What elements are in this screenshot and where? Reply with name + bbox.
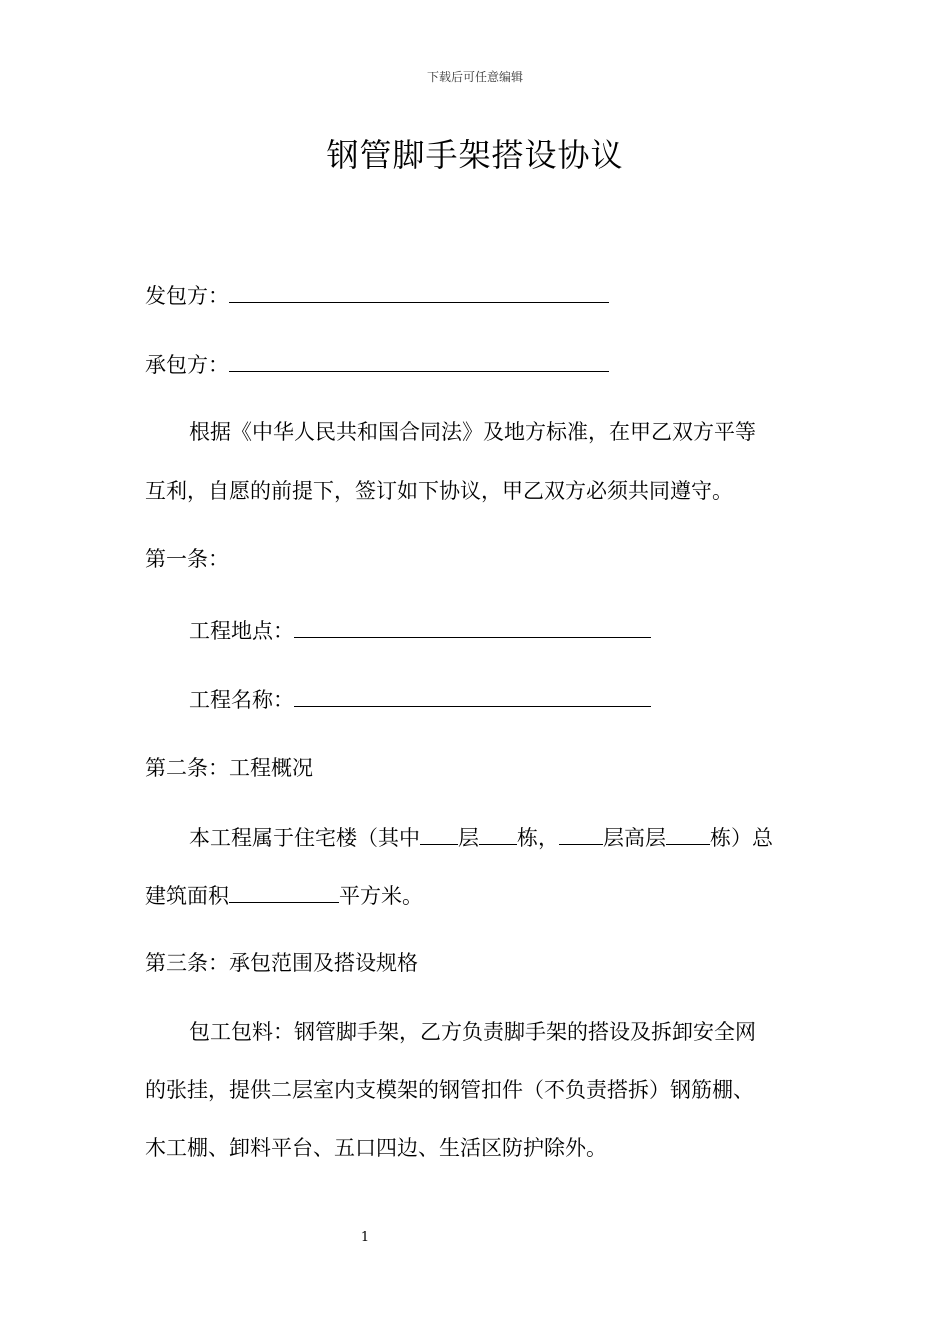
buildings-blank-1[interactable] xyxy=(479,822,517,845)
scope-line-1: 包工包料：钢管脚手架，乙方负责脚手架的搭设及拆卸安全网 xyxy=(189,1020,756,1044)
party-a-row xyxy=(145,280,609,310)
party-a-label: 发包方： xyxy=(145,284,229,308)
floors-blank-2[interactable] xyxy=(559,822,603,845)
area-blank[interactable] xyxy=(229,880,339,903)
project-name-blank[interactable] xyxy=(294,684,651,707)
project-name-row xyxy=(189,684,651,714)
intro-line-2: 互利，自愿的前提下，签订如下协议，甲乙双方必须共同遵守。 xyxy=(145,479,733,503)
overview-text-3: 栋， xyxy=(517,826,559,850)
document-title: 钢管脚手架搭设协议 xyxy=(326,136,624,174)
site-label: 工程地点： xyxy=(189,619,294,643)
intro-line-1: 根据《中华人民共和国合同法》及地方标准，在甲乙双方平等 xyxy=(189,420,756,444)
overview-text-6: 建筑面积 xyxy=(145,884,229,908)
overview-line-1 xyxy=(189,822,773,852)
party-a-blank[interactable] xyxy=(229,280,609,303)
site-blank[interactable] xyxy=(294,615,651,638)
overview-text-2: 层 xyxy=(458,826,479,850)
scope-line-3: 木工棚、卸料平台、五口四边、生活区防护除外。 xyxy=(145,1136,607,1160)
overview-text-5: 栋）总 xyxy=(710,826,773,850)
article-1-heading: 第一条： xyxy=(145,547,229,571)
buildings-blank-2[interactable] xyxy=(666,822,710,845)
party-b-label: 承包方： xyxy=(145,353,229,377)
floors-blank-1[interactable] xyxy=(420,822,458,845)
project-name-label: 工程名称： xyxy=(189,688,294,712)
article-2-heading: 第二条：工程概况 xyxy=(145,756,313,780)
overview-line-2 xyxy=(145,880,423,910)
scope-line-2: 的张挂，提供二层室内支模架的钢管扣件（不负责搭拆）钢筋棚、 xyxy=(145,1078,754,1102)
site-row xyxy=(189,615,651,645)
party-b-row xyxy=(145,349,609,379)
header-note: 下载后可任意编辑 xyxy=(426,70,523,84)
article-3-heading: 第三条：承包范围及搭设规格 xyxy=(145,951,418,975)
overview-text-7: 平方米。 xyxy=(339,884,423,908)
page-number: 1 xyxy=(360,1230,370,1245)
overview-text-4: 层高层 xyxy=(603,826,666,850)
overview-text-1: 本工程属于住宅楼（其中 xyxy=(189,826,420,850)
party-b-blank[interactable] xyxy=(229,349,609,372)
